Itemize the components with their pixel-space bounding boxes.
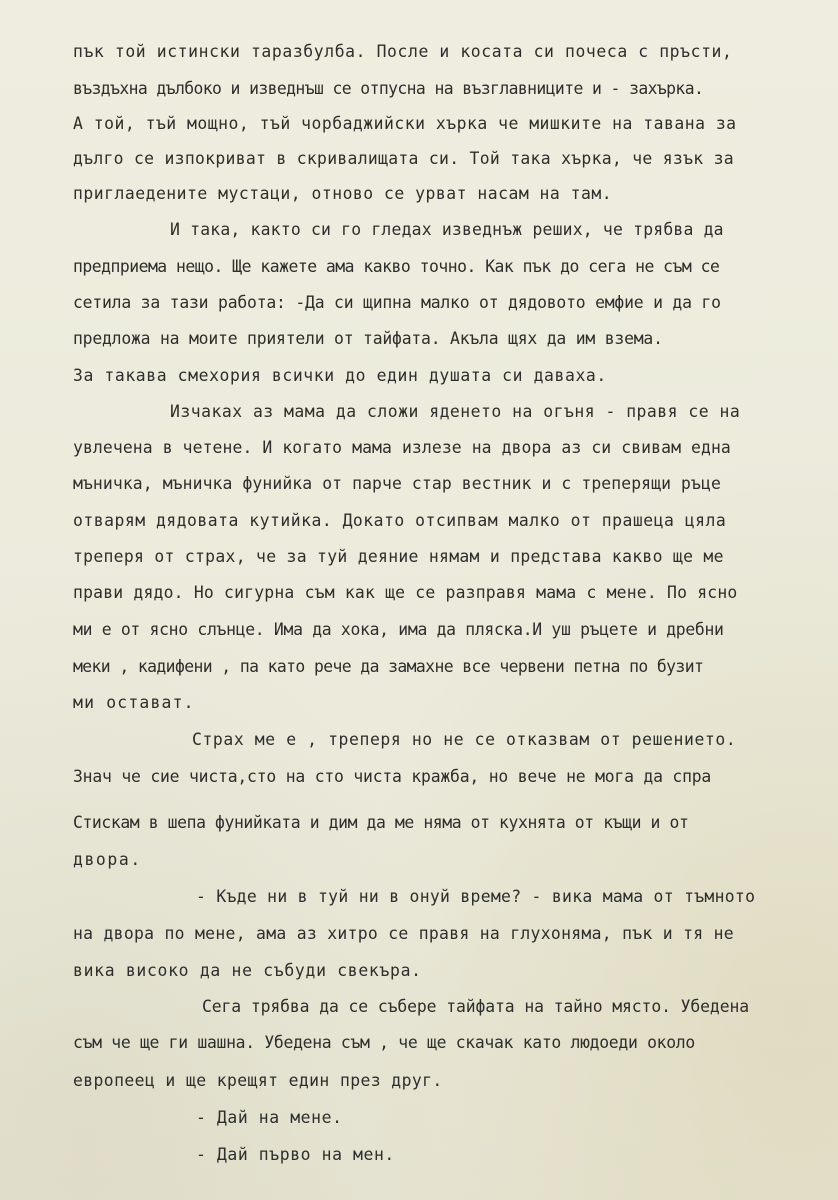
text-line: меки , кадифени , па като рече да замахне все червени петна по бузит — [73, 657, 704, 676]
text-line: отварям дядовата кутийка. Докато отсипвам малко от прашеца цяла — [73, 511, 727, 530]
text-line: - Дай на мене. — [196, 1108, 343, 1127]
text-line: въздъхна дълбоко и изведнъш се отпусна на възглавниците и - захърка. — [73, 79, 704, 98]
text-line: - Къде ни в туй ни в онуй време? - вика мама от тъмното — [196, 887, 756, 906]
text-line: европеец и ще крещят един през друг. — [73, 1071, 443, 1090]
text-line: пък той истински таразбулба. После и косата си почеса с пръсти, — [73, 42, 733, 61]
text-line: приглаедените мустаци, отново се урват насам на там. — [73, 184, 613, 203]
text-line: двора. — [73, 850, 142, 869]
text-line: предложа на моите приятели от тайфата. Акъла щях да им взема. — [73, 329, 663, 348]
text-line: Знач че сие чиста,сто на сто чиста кражба, но вече не мога да спра — [73, 767, 712, 786]
text-line: мъничка, мъничка фунийка от парче стар вестник и с треперящи ръце — [73, 474, 721, 493]
text-line: Сега трябва да се събере тайфата на тайно място. Убедена — [202, 997, 750, 1016]
text-line: дълго се изпокриват в скривалищата си. Той така хърка, че язък за — [73, 149, 734, 168]
text-line: увлечена в четене. И когато мама излезе на двора аз си свивам една — [73, 438, 731, 457]
text-line: Страх ме е , треперя но не се отказвам от решението. — [192, 730, 737, 749]
text-line: Стискам в шепа фунийката и дим да ме няма от кухнята от къщи и от — [73, 813, 689, 832]
text-line: За такава смехория всички до един душата си даваха. — [73, 366, 607, 385]
text-line: И така, както си го гледах изведнъж реших, че трябва да — [170, 220, 724, 239]
text-line: А той, тъй мощно, тъй чорбаджийски хърка че мишките на тавана за — [73, 114, 737, 133]
text-line: ми остават. — [73, 693, 195, 712]
text-line: сетила за тази работа: -Да си щипна малко от дядовото емфие и да го — [73, 293, 721, 312]
text-line: предприема нещо. Ще кажете ама какво точно. Как пък до сега не съм се — [73, 257, 720, 276]
text-line: прави дядо. Но сигурна съм как ще се разправя мама с мене. По ясно — [73, 583, 738, 602]
text-line: на двора по мене, ама аз хитро се правя на глухоняма, пък и тя не — [73, 924, 734, 943]
text-line: треперя от страх, че за туй деяние нямам и представа какво ще ме — [73, 547, 724, 566]
text-line: ми е от ясно слънце. Има да хока, има да пляска.И уш ръцете и дребни — [73, 620, 724, 639]
text-line: Изчаках аз мама да сложи яденето на огъня - правя се на — [170, 402, 741, 421]
text-line: вика високо да не събуди свекъра. — [73, 961, 422, 980]
text-line: - Дай първо на мен. — [196, 1145, 395, 1164]
text-line: съм че ще ги шашна. Убедена съм , че ще скачак като людоеди около — [73, 1033, 695, 1052]
